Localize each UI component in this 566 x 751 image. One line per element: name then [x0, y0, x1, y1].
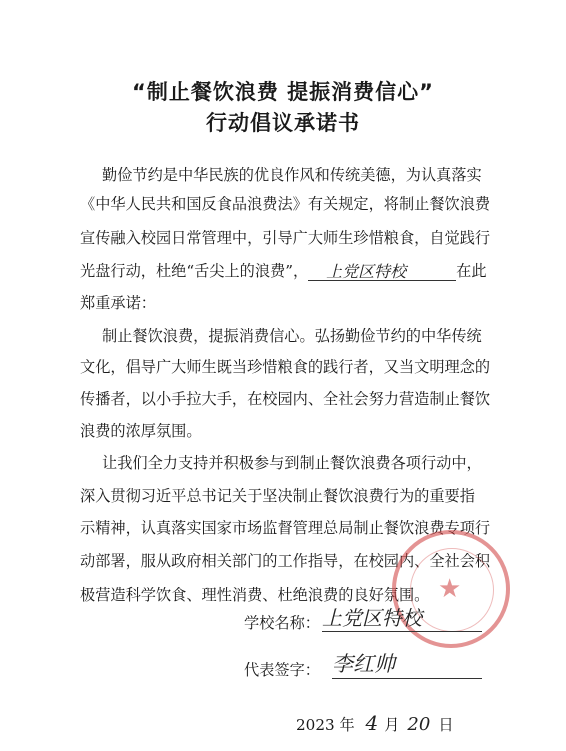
date-day: 20: [407, 714, 431, 735]
paragraph-1-line-2: 《中华人民共和国反食品浪费法》有关规定，将制止餐饮浪费: [80, 195, 491, 213]
paragraph-1-line-4: [80, 261, 500, 281]
document-title-line-1: “制止餐饮浪费 提振消费信心”: [132, 80, 434, 104]
school-name-fill-blank: [308, 262, 456, 281]
date-month: 4: [365, 711, 379, 735]
paragraph-3-line-1: 让我们全力支持并积极参与到制止餐饮浪费各项行动中，: [102, 454, 482, 472]
paragraph-3-line-4: 动部署，服从政府相关部门的工作指导，在校园内、全社会积: [80, 552, 491, 570]
paragraph-2-line-2: 文化，倡导广大师生既当珍惜粮食的践行者，又当文明理念的: [80, 358, 491, 376]
paragraph-1-line-5: 郑重承诺：: [80, 294, 156, 312]
date-day-unit: 日: [438, 716, 454, 734]
paragraph-2-line-3: 传播者，以小手拉大手，在校园内、全社会努力营造制止餐饮: [80, 390, 491, 408]
date-year: 2023 年: [296, 716, 355, 734]
representative-signature: 李红帅: [332, 648, 482, 679]
school-name-label: 学校名称：: [244, 614, 320, 632]
paragraph-1-line-4-text-a: 光盘行动，杜绝“舌尖上的浪费”，: [80, 262, 309, 280]
school-name-signature: 上党区特校: [322, 602, 482, 632]
paragraph-3-line-5: 极营造科学饮食、理性消费、杜绝浪费的良好氛围。: [80, 586, 430, 604]
paragraph-1-line-3: 宣传融入校园日常管理中，引导广大师生珍惜粮食，自觉践行: [80, 229, 491, 247]
date-month-unit: 月: [384, 716, 400, 734]
paragraph-1-line-1: 勤俭节约是中华民族的优良作风和传统美德，为认真落实: [102, 166, 482, 184]
handwritten-school-name: 上党区特校: [326, 262, 407, 281]
paragraph-1-line-4-text-b: 在此: [456, 262, 487, 280]
paragraph-2-line-1: 制止餐饮浪费，提振消费信心。弘扬勤俭节约的中华传统: [102, 327, 482, 345]
date-line: [296, 711, 454, 735]
paragraph-3-line-3: 示精神，认真落实国家市场监督管理总局制止餐饮浪费专项行: [80, 519, 491, 537]
paragraph-2-line-4: 浪费的浓厚氛围。: [80, 422, 202, 440]
document-title-line-2: 行动倡议承诺书: [206, 111, 360, 135]
seal-star-icon: ★: [438, 574, 462, 604]
paragraph-3-line-2: 深入贯彻习近平总书记关于坚决制止餐饮浪费行为的重要指: [80, 487, 475, 505]
representative-signature-label: 代表签字：: [244, 661, 320, 679]
